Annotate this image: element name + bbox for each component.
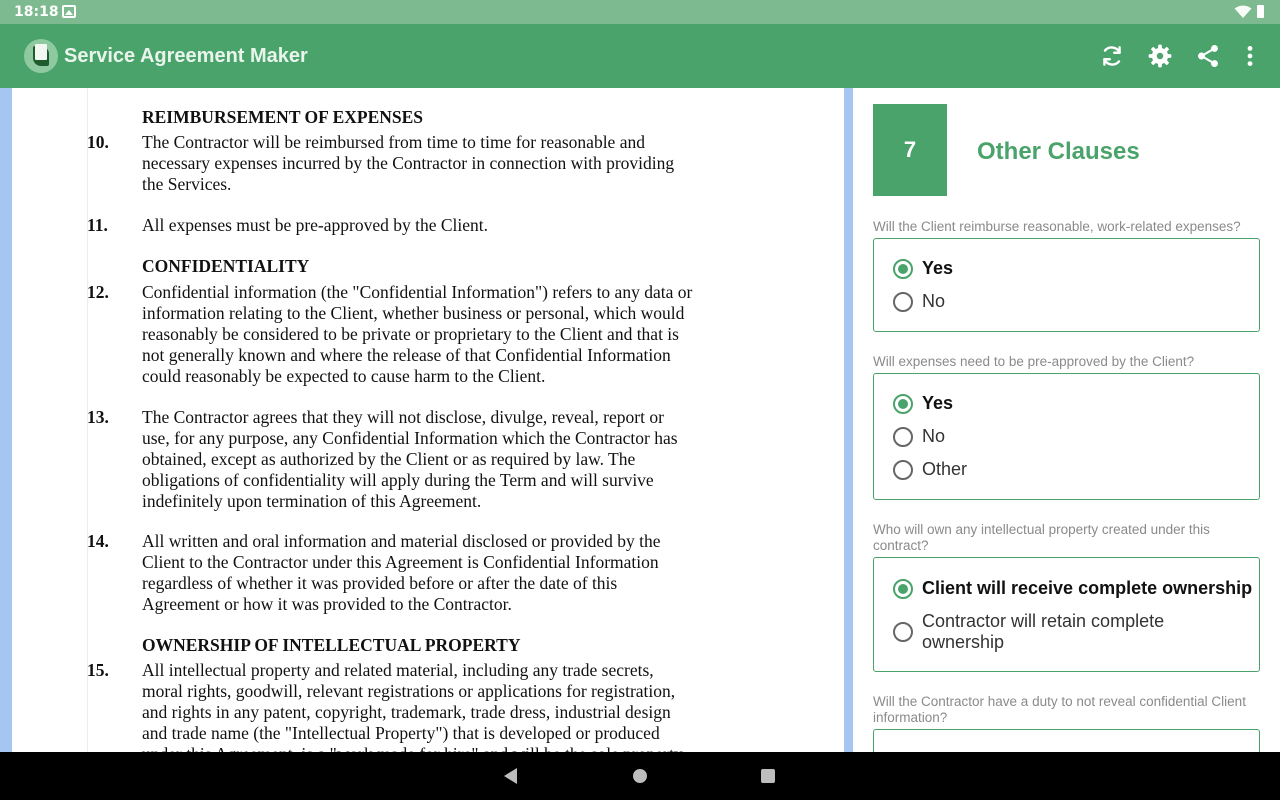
clause-number: 10. [87,132,109,152]
option-no[interactable]: No [893,426,945,447]
refresh-icon[interactable] [1098,42,1126,70]
section-heading-confidentiality: CONFIDENTIALITY [142,256,310,276]
clause-text: All intellectual property and related material, including any trade secrets, moral rights, goodwill, relevant registrations or applications for registration, and rights in any patent, copyright, trademark, trade dress, industrial design and trade name (the "Intellectual Property") that is developed or produced [142,660,676,743]
clause-number: 12. [87,282,109,302]
image-notification-icon [62,5,76,18]
document-preview[interactable] [0,88,853,752]
step-title: Other Clauses [977,138,1140,165]
question-label: Will expenses need to be pre-approved by the Client? [873,354,1195,369]
option-other[interactable]: Other [893,459,967,480]
question-label: Will the Client reimburse reasonable, work-related expenses? [873,219,1241,234]
clauses-panel[interactable] [853,88,1280,752]
status-time: 18:18 [14,4,59,20]
clause-number: 14. [87,531,109,551]
radio-unchecked-icon[interactable] [893,427,913,447]
section-heading-ip: OWNERSHIP OF INTELLECTUAL PROPERTY [142,635,521,655]
home-icon[interactable] [633,769,647,783]
status-bar [0,0,1280,24]
clause-number: 11. [87,215,108,235]
radio-group-reimburse [873,238,1260,332]
document-page [12,88,844,752]
radio-group-ip-ownership [873,557,1260,672]
back-icon[interactable] [504,768,517,784]
app-bar [0,24,1280,88]
navigation-bar [0,752,1280,800]
clause-text: The Contractor will be reimbursed from time to time for reasonable and necessary expenses incurred by the Contractor in connection with providing the Services. [142,132,675,194]
clause-number: 15. [87,660,109,680]
radio-checked-icon[interactable] [893,579,913,599]
settings-icon[interactable] [1146,42,1174,70]
recent-apps-icon[interactable] [761,769,775,783]
share-icon[interactable] [1194,42,1222,70]
more-vert-icon[interactable] [1236,42,1264,70]
clause-number: 13. [87,407,109,427]
section-heading-reimbursement: REIMBURSEMENT OF EXPENSES [142,107,424,127]
clause-text: All written and oral information and material disclosed or provided by the Client to the Contractor under this Agreement is Confidential Information regardless of whether it was provided before or after the date of this Agreement or how it was provided to the Contractor. [142,531,661,614]
radio-checked-icon[interactable] [893,394,913,414]
option-yes[interactable]: Yes [893,393,953,414]
clause-text: All expenses must be pre-approved by the Client. [142,215,489,235]
option-client-ownership[interactable]: Client will receive complete ownership [893,578,1252,599]
clause-text: The Contractor agrees that they will not disclose, divulge, reveal, report or use, for any purpose, any Confidential Information which the Contractor has obtained, except as authorized by the Client or as required by law. The obligations of confidentiality will apply during the Term and will survive indefinitely upon termination of this Agreement. [142,407,678,511]
app-title: Service Agreement Maker [64,45,308,67]
radio-checked-icon[interactable] [893,259,913,279]
option-yes[interactable]: Yes [893,258,953,279]
clause-text: Confidential information (the "Confidential Information") refers to any data or information relating to the Client, whether business or personal, which would reasonably be considered to be private or proprietary to the Client and that is not generally known and where the release of that Confidential Information could reasonably be expected to cause harm to the Client. [142,282,693,386]
app-logo-icon [24,39,58,73]
question-label: Who will own any intellectual property created under this contract? [873,522,1210,553]
radio-unchecked-icon[interactable] [893,292,913,312]
battery-icon [1257,5,1264,18]
question-label: Will the Contractor have a duty to not reveal confidential Client information? [873,694,1246,725]
radio-unchecked-icon[interactable] [893,460,913,480]
wifi-icon [1234,5,1252,19]
option-no[interactable]: No [893,291,945,312]
step-number-badge: 7 [873,104,947,196]
radio-unchecked-icon[interactable] [893,622,913,642]
radio-group-preapproval [873,373,1260,500]
option-contractor-ownership[interactable]: Contractor will retain complete ownership [893,611,1233,653]
